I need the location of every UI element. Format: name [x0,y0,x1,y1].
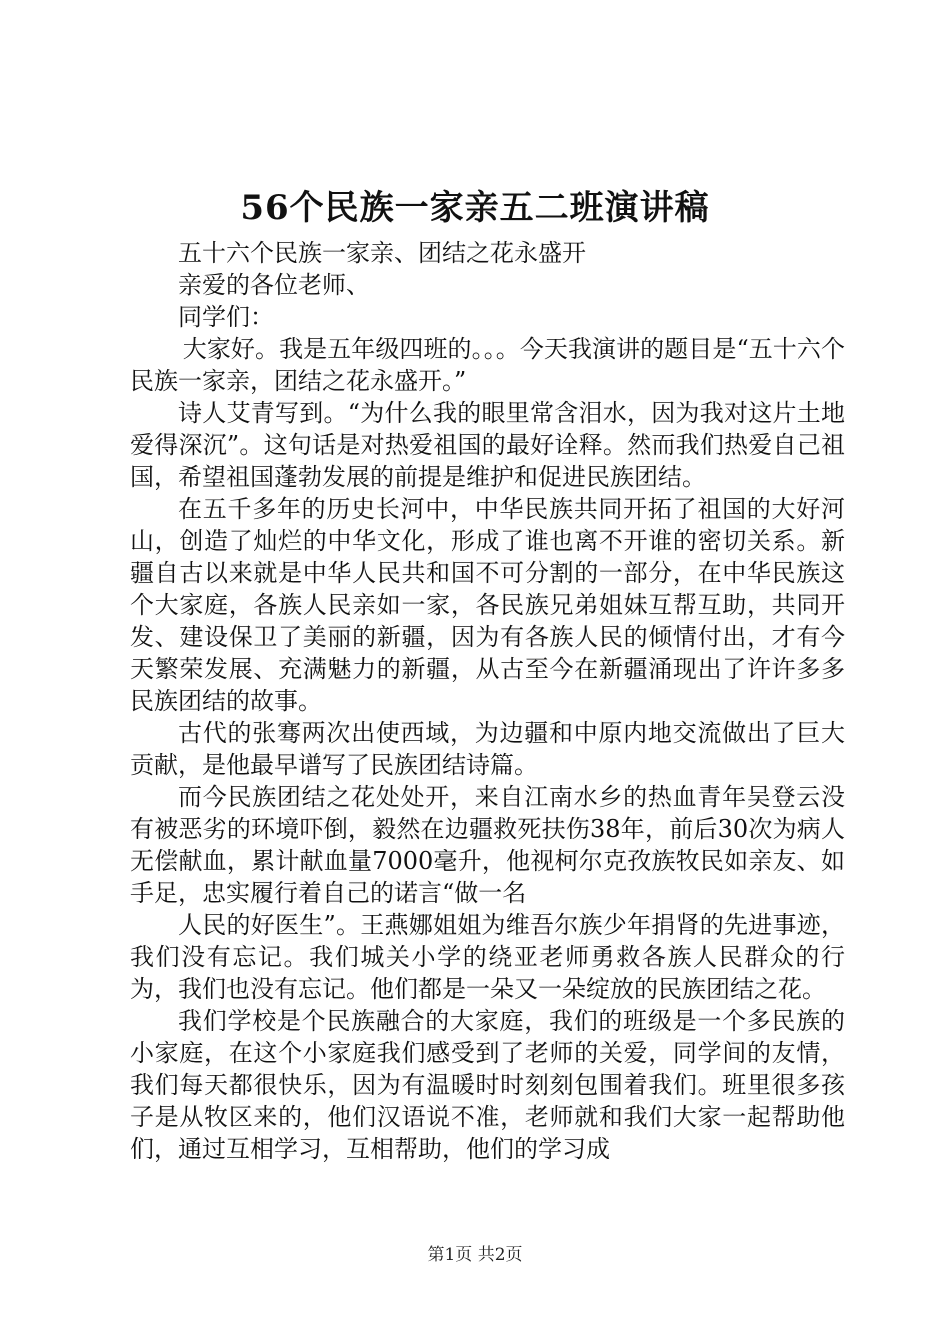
paragraph: 在五千多年的历史长河中，中华民族共同开拓了祖国的大好河山，创造了灿烂的中华文化，形成了谁也离不开谁的密切关系。新疆自古以来就是中华人民共和国不可分割的一部分，在中华民族这个大家庭，各族人民亲如一家，各民族兄弟姐妹互帮互助，共同开发、建设保卫了美丽的新疆，因为有各族人民的倾情付出，才有今天繁荣发展、充满魅力的新疆，从古至今在新疆涌现出了许许多多民族团结的故事。 [130,495,845,715]
page-number: 第1页 共2页 [427,1245,523,1265]
salutation-line: 同学们： [178,303,274,331]
salutation-line: 亲爱的各位老师、 [178,271,370,299]
paragraph: 我们学校是个民族融合的大家庭，我们的班级是一个多民族的小家庭，在这个小家庭我们感受到了老师的关爱，同学间的友情，我们每天都很快乐，因为有温暖时时刻刻包围着我们。班里很多孩子是从牧区来的，他们汉语说不准，老师就和我们大家一起帮助他们，通过互相学习，互相帮助，他们的学习成 [130,1007,845,1163]
subtitle-line: 五十六个民族一家亲、团结之花永盛开 [178,239,586,267]
paragraph: 大家好。我是五年级四班的。。。今天我演讲的题目是“五十六个民族一家亲，团结之花永盛开。” [130,335,845,395]
document-body [130,237,845,1165]
paragraph: 而今民族团结之花处处开，来自江南水乡的热血青年吴登云没有被恶劣的环境吓倒，毅然在边疆救死扶伤38年，前后30次为病人无偿献血，累计献血量7000毫升，他视柯尔克孜族牧民如亲友、如手足，忠实履行着自己的诺言“做一名 [130,783,845,907]
document-title: 56个民族一家亲五二班演讲稿 [240,188,710,228]
paragraph: 人民的好医生”。王燕娜姐姐为维吾尔族少年捐肾的先进事迹，我们没有忘记。我们城关小学的绕亚老师勇救各族人民群众的行为，我们也没有忘记。他们都是一朵又一朵绽放的民族团结之花。 [130,911,845,1003]
paragraph: 古代的张骞两次出使西域，为边疆和中原内地交流做出了巨大贡献，是他最早谱写了民族团结诗篇。 [130,719,845,779]
paragraph: 诗人艾青写到。“为什么我的眼里常含泪水，因为我对这片土地爱得深沉”。这句话是对热爱祖国的最好诠释。然而我们热爱自己祖国，希望祖国蓬勃发展的前提是维护和促进民族团结。 [130,399,845,491]
